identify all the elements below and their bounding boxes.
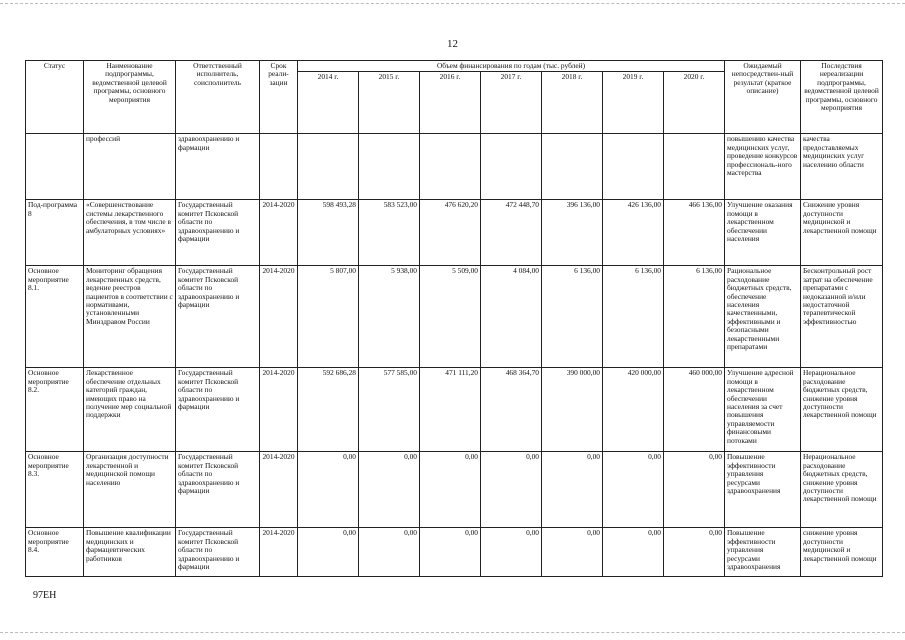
header-year: 2016 г. bbox=[420, 72, 481, 134]
cell-value: 390 000,00 bbox=[542, 368, 603, 452]
page-number: 12 bbox=[447, 38, 458, 50]
cell-value: 583 523,00 bbox=[359, 200, 420, 266]
cell-name: Повышение квалификации медицинских и фармацевтических работников bbox=[84, 528, 176, 577]
cell-value: 0,00 bbox=[664, 452, 725, 528]
cell-value: 466 136,00 bbox=[664, 200, 725, 266]
table-header bbox=[26, 61, 883, 134]
cell-value: 0,00 bbox=[420, 452, 481, 528]
cell-value: 471 111,20 bbox=[420, 368, 481, 452]
cell-value: 4 084,00 bbox=[481, 266, 542, 368]
header-year: 2020 г. bbox=[664, 72, 725, 134]
cell-name: «Совершенствование системы лекарственного обеспечения, в том числе в амбулаторных условиях» bbox=[84, 200, 176, 266]
cell-name: профессий bbox=[84, 134, 176, 200]
scan-edge-bottom bbox=[0, 632, 905, 633]
cell-term: 2014-2020 bbox=[260, 368, 298, 452]
cell-value: 0,00 bbox=[420, 528, 481, 577]
cell-consequences: качества предоставляемых медицинских услуг населению области bbox=[801, 134, 883, 200]
cell-status: Основное мероприятие 8.1. bbox=[26, 266, 84, 368]
table-row bbox=[26, 528, 883, 577]
cell-value bbox=[359, 134, 420, 200]
cell-status: Основное мероприятие 8.4. bbox=[26, 528, 84, 577]
cell-value: 0,00 bbox=[359, 452, 420, 528]
cell-value bbox=[420, 134, 481, 200]
table-row bbox=[26, 452, 883, 528]
header-year: 2015 г. bbox=[359, 72, 420, 134]
header-name: Наименование подпрограммы, ведомственной целевой программы, основного мероприятия bbox=[84, 61, 176, 134]
cell-value bbox=[481, 134, 542, 200]
cell-name: Мониторинг обращения лекарственных средств, ведение реестров пациентов в соответствии с нормативами, установленными Минздравом России bbox=[84, 266, 176, 368]
cell-value: 0,00 bbox=[481, 452, 542, 528]
cell-expected: Улучшение оказания помощи в лекарственном обеспечении населения bbox=[725, 200, 801, 266]
cell-value: 396 136,00 bbox=[542, 200, 603, 266]
cell-status bbox=[26, 134, 84, 200]
cell-expected: Повышение эффективности управления ресурсами здравоохранения bbox=[725, 452, 801, 528]
cell-value: 0,00 bbox=[603, 528, 664, 577]
cell-expected: Повышение эффективности управления ресурсами здравоохранения bbox=[725, 528, 801, 577]
cell-value: 0,00 bbox=[542, 452, 603, 528]
cell-value: 476 620,20 bbox=[420, 200, 481, 266]
table-body bbox=[26, 134, 883, 577]
cell-value: 468 364,70 bbox=[481, 368, 542, 452]
program-table bbox=[25, 60, 883, 577]
cell-status: Основное мероприятие 8.2. bbox=[26, 368, 84, 452]
cell-value: 5 509,00 bbox=[420, 266, 481, 368]
table-row bbox=[26, 134, 883, 200]
table-row bbox=[26, 368, 883, 452]
scan-edge-top bbox=[0, 3, 905, 4]
cell-term: 2014-2020 bbox=[260, 200, 298, 266]
cell-value bbox=[298, 134, 359, 200]
header-term: Срок реали-зации bbox=[260, 61, 298, 134]
cell-value: 472 448,70 bbox=[481, 200, 542, 266]
cell-value: 592 686,28 bbox=[298, 368, 359, 452]
cell-executor: Государственный комитет Псковской области по здравоохранению и фармации bbox=[176, 528, 260, 577]
cell-name: Лекарственное обеспечение отдельных категорий граждан, имеющих право на получение мер социальной поддержки bbox=[84, 368, 176, 452]
cell-value: 0,00 bbox=[664, 528, 725, 577]
cell-value: 6 136,00 bbox=[664, 266, 725, 368]
cell-term: 2014-2020 bbox=[260, 528, 298, 577]
cell-value bbox=[664, 134, 725, 200]
header-year: 2018 г. bbox=[542, 72, 603, 134]
cell-value: 5 938,00 bbox=[359, 266, 420, 368]
cell-consequences: Нерациональное расходование бюджетных средств, снижение уровня доступности лекарственной помощи bbox=[801, 368, 883, 452]
cell-consequences: Снижение уровня доступности медицинской и лекарственной помощи bbox=[801, 200, 883, 266]
cell-expected: повышению качества медицинских услуг, проведение конкурсов профессиональ-ного мастерства bbox=[725, 134, 801, 200]
cell-value: 426 136,00 bbox=[603, 200, 664, 266]
cell-value bbox=[542, 134, 603, 200]
cell-term: 2014-2020 bbox=[260, 266, 298, 368]
cell-consequences: Нерациональное расходование бюджетных средств, снижение уровня доступности лекарственной помощи bbox=[801, 452, 883, 528]
header-status: Статус bbox=[26, 61, 84, 134]
cell-value: 420 000,00 bbox=[603, 368, 664, 452]
cell-value bbox=[603, 134, 664, 200]
cell-value: 5 807,00 bbox=[298, 266, 359, 368]
table-row bbox=[26, 266, 883, 368]
cell-value: 0,00 bbox=[298, 452, 359, 528]
cell-expected: Рациональное расходование бюджетных средств, обеспечение населения качественными, эффективными и безопасными лекарственными препаратами bbox=[725, 266, 801, 368]
cell-executor: Государственный комитет Псковской области по здравоохранению и фармации bbox=[176, 368, 260, 452]
cell-term: 2014-2020 bbox=[260, 452, 298, 528]
cell-consequences: снижение уровня доступности медицинской и лекарственной помощи bbox=[801, 528, 883, 577]
header-executor: Ответственный исполнитель, соисполнитель bbox=[176, 61, 260, 134]
cell-value: 460 000,00 bbox=[664, 368, 725, 452]
cell-executor: здравоохранению и фармации bbox=[176, 134, 260, 200]
cell-status: Под-программа 8 bbox=[26, 200, 84, 266]
cell-value: 0,00 bbox=[359, 528, 420, 577]
header-funding: Объем финансирования по годам (тыс. рублей) bbox=[298, 61, 725, 72]
cell-value: 0,00 bbox=[481, 528, 542, 577]
cell-term bbox=[260, 134, 298, 200]
cell-executor: Государственный комитет Псковской области по здравоохранению и фармации bbox=[176, 200, 260, 266]
cell-status: Основное мероприятие 8.3. bbox=[26, 452, 84, 528]
cell-name: Организация доступности лекарственной и медицинской помощи населению bbox=[84, 452, 176, 528]
cell-value: 0,00 bbox=[603, 452, 664, 528]
cell-expected: Улучшение адресной помощи в лекарственном обеспечении населения за счет повышения управляемости финансовыми потоками bbox=[725, 368, 801, 452]
cell-consequences: Бесконтрольный рост затрат на обеспечение препаратами с недоказанной и/или недостаточной терапевтической эффективностью bbox=[801, 266, 883, 368]
cell-value: 6 136,00 bbox=[542, 266, 603, 368]
header-year: 2017 г. bbox=[481, 72, 542, 134]
cell-value: 0,00 bbox=[542, 528, 603, 577]
cell-value: 577 585,00 bbox=[359, 368, 420, 452]
cell-value: 0,00 bbox=[298, 528, 359, 577]
document-code: 97ЕН bbox=[33, 590, 57, 601]
header-expected: Ожидаемый непосредствен-ный результат (краткое описание) bbox=[725, 61, 801, 134]
cell-value: 6 136,00 bbox=[603, 266, 664, 368]
header-consequences: Последствия нереализации подпрограммы, ведомственной целевой программы, основного мероприятия bbox=[801, 61, 883, 134]
cell-executor: Государственный комитет Псковской области по здравоохранению и фармации bbox=[176, 266, 260, 368]
table-row bbox=[26, 200, 883, 266]
header-year: 2019 г. bbox=[603, 72, 664, 134]
cell-value: 598 493,28 bbox=[298, 200, 359, 266]
header-year: 2014 г. bbox=[298, 72, 359, 134]
cell-executor: Государственный комитет Псковской области по здравоохранению и фармации bbox=[176, 452, 260, 528]
